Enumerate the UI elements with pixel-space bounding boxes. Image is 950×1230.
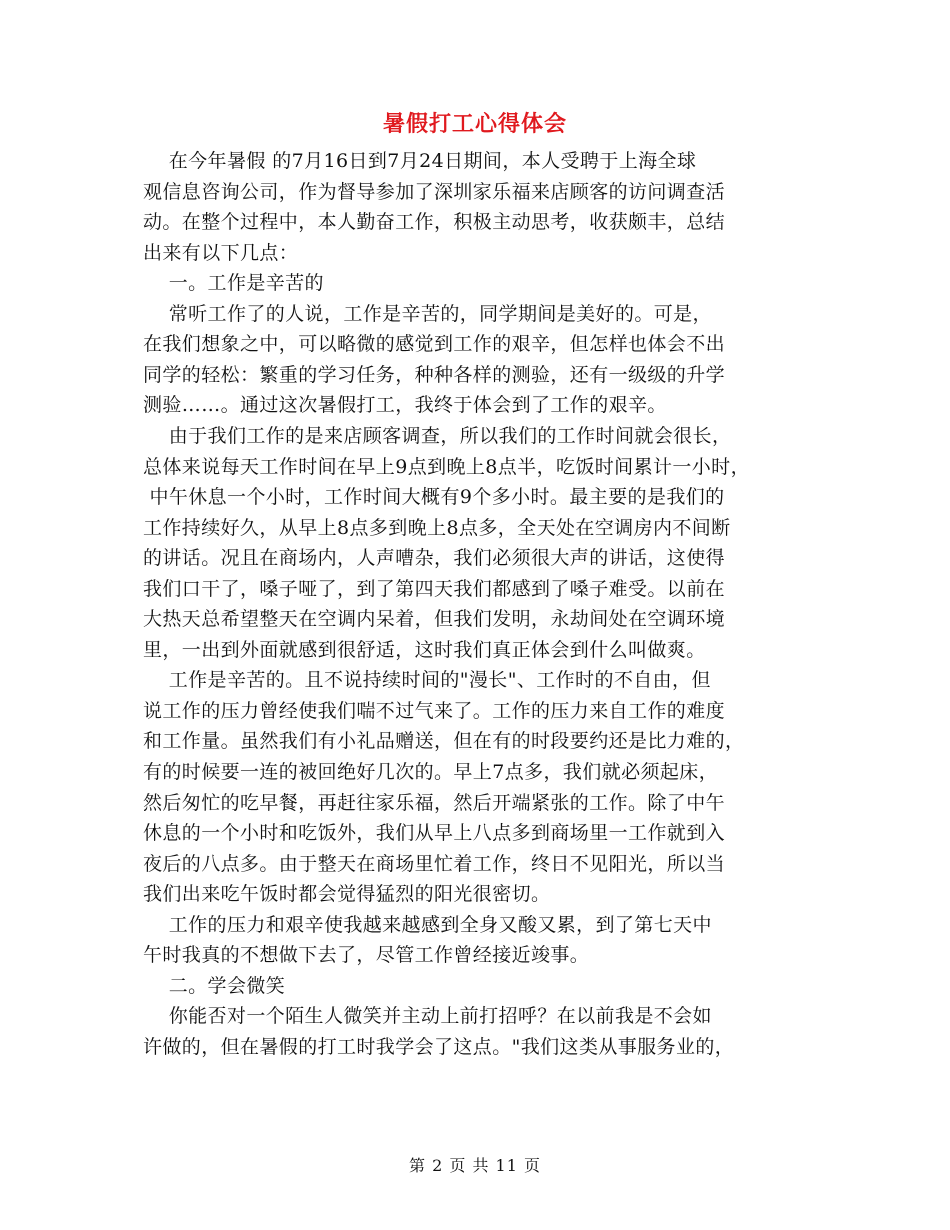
text-line: 工作的压力和艰辛使我越来越感到全身又酸又累，到了第七天中 — [143, 913, 712, 936]
text-line: 你能否对一个陌生人微笑并主动上前打招呼？在以前我是不会如 — [143, 1005, 712, 1028]
text-line: 休息的一个小时和吃饭外，我们从早上八点多到商场里一工作就到入 — [143, 822, 726, 845]
text-line: 然后匆忙的吃早餐，再赶往家乐福，然后开端紧张的工作。除了中午 — [143, 791, 726, 814]
page-footer: 第 2 页 共 11 页 — [409, 1156, 541, 1175]
text-line: 观信息咨询公司，作为督导参加了深圳家乐福来店顾客的访问调查活 — [143, 180, 726, 203]
text-line: 在今年暑假 的7月16日到7月24日期间，本人受聘于上海全球 — [143, 150, 697, 172]
text-line: 测验……。通过这次暑假打工，我终于体会到了工作的艰辛。 — [143, 394, 667, 417]
text-line: 我们出来吃午饭时都会觉得猛烈的阳光很密切。 — [143, 883, 551, 906]
text-line: 许做的，但在暑假的打工时我学会了这点。"我们这类从事服务业的， — [143, 1035, 735, 1058]
text-line: 由于我们工作的是来店顾客调查，所以我们的工作时间就会很长， — [143, 424, 732, 447]
text-line: 动。在整个过程中，本人勤奋工作，积极主动思考，收获颇丰，总结 — [143, 211, 726, 234]
text-line: 出来有以下几点： — [143, 241, 299, 264]
text-line: 同学的轻松：繁重的学习任务，种种各样的测验，还有一级级的升学 — [143, 363, 726, 386]
text-line: 我们口干了，嗓子哑了，到了第四天我们都感到了嗓子难受。以前在 — [143, 577, 726, 600]
text-line: 在我们想象之中，可以略微的感觉到工作的艰辛，但怎样也体会不出 — [143, 333, 726, 356]
text-line: 的讲话。况且在商场内，人声嘈杂，我们必须很大声的讲话，这使得 — [143, 547, 726, 570]
text-line: 工作持续好久，从早上8点多到晚上8点多，全天处在空调房内不间断 — [143, 516, 731, 539]
text-line: 午时我真的不想做下去了，尽管工作曾经接近竣事。 — [143, 944, 590, 967]
text-line: 总体来说每天工作时间在早上9点到晚上8点半，吃饭时间累计一小时， — [143, 455, 750, 478]
text-line: 常听工作了的人说，工作是辛苦的，同学期间是美好的。可是， — [143, 302, 712, 325]
text-line: 二。学会微笑 — [143, 974, 286, 997]
text-line: 大热天总希望整天在空调内呆着，但我们发明，永劫间处在空调环境 — [143, 608, 726, 631]
text-line: 夜后的八点多。由于整天在商场里忙着工作，终日不见阳光，所以当 — [143, 852, 726, 875]
text-line: 说工作的压力曾经使我们喘不过气来了。工作的压力来自工作的难度 — [143, 699, 726, 722]
text-line: 和工作量。虽然我们有小礼品赠送，但在有的时段要约还是比力难的， — [143, 730, 745, 753]
text-line: 中午休息一个小时，工作时间大概有9个多小时。最主要的是我们的 — [143, 486, 725, 509]
text-line: 一。工作是辛苦的 — [143, 272, 324, 295]
text-line: 工作是辛苦的。且不说持续时间的"漫长"、工作时的不自由，但 — [143, 669, 711, 692]
text-line: 里，一出到外面就感到很舒适，这时我们真正体会到什么叫做爽。 — [143, 638, 706, 661]
text-line: 有的时候要一连的被回绝好几次的。早上7点多，我们就必须起床， — [143, 761, 719, 783]
document-title: 暑假打工心得体会 — [382, 111, 567, 137]
